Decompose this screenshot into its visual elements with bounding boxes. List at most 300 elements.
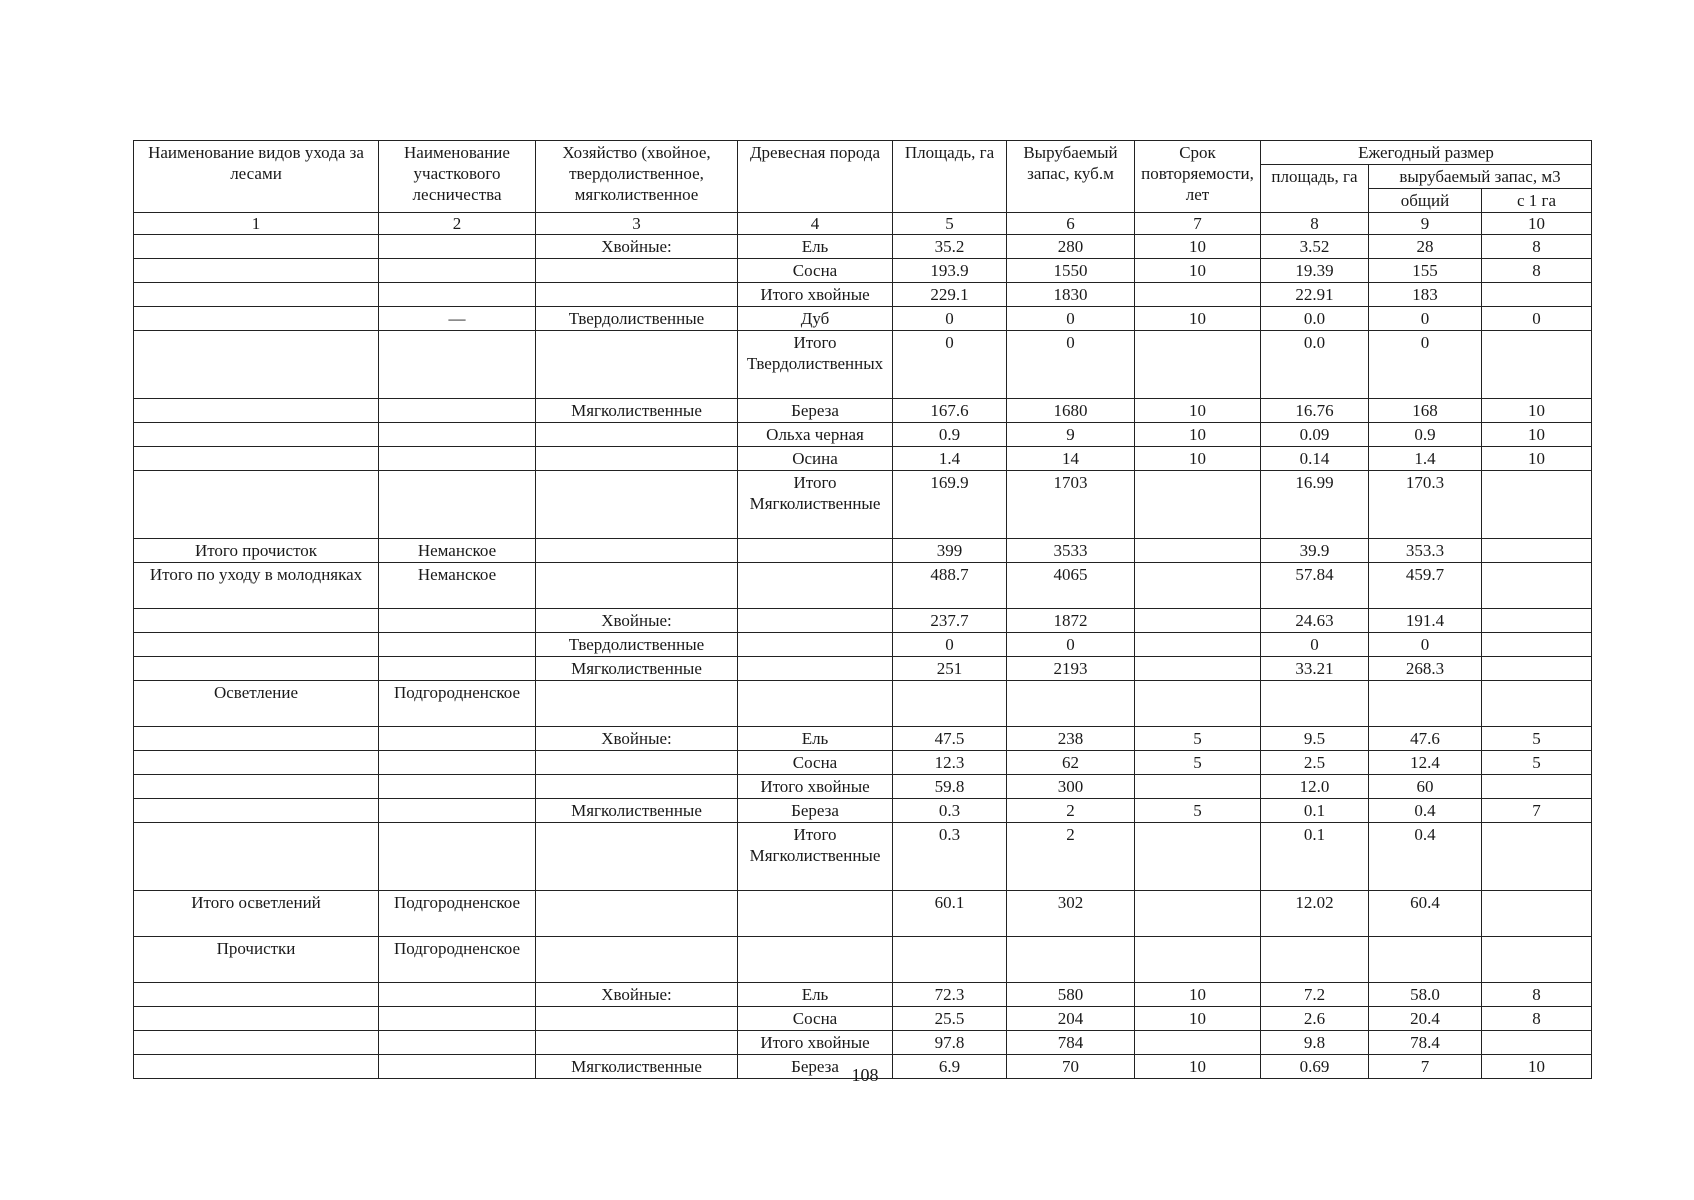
cell-annual-volume-total: 60.4 — [1369, 891, 1482, 937]
cell-felling-volume: 1680 — [1007, 399, 1135, 423]
cell-annual-volume-per-ha — [1482, 471, 1592, 539]
cell-annual-volume-total: 0.4 — [1369, 823, 1482, 891]
cell-economy: Мягколиственные — [536, 399, 738, 423]
cell-care-type — [134, 1007, 379, 1031]
cell-area: 399 — [893, 539, 1007, 563]
cell-forestry — [379, 399, 536, 423]
column-number-row — [134, 213, 1592, 235]
cell-care-type: Прочистки — [134, 937, 379, 983]
table-row — [134, 259, 1592, 283]
cell-annual-area: 12.0 — [1261, 775, 1369, 799]
cell-repeat-period: 5 — [1135, 799, 1261, 823]
cell-annual-volume-per-ha — [1482, 681, 1592, 727]
cell-forestry: Подгородненское — [379, 681, 536, 727]
cell-repeat-period: 10 — [1135, 983, 1261, 1007]
column-number: 7 — [1135, 213, 1261, 235]
cell-forestry — [379, 657, 536, 681]
cell-repeat-period — [1135, 937, 1261, 983]
cell-annual-volume-per-ha: 5 — [1482, 751, 1592, 775]
cell-forestry: Подгородненское — [379, 891, 536, 937]
cell-species — [738, 609, 893, 633]
cell-felling-volume: 280 — [1007, 235, 1135, 259]
cell-annual-volume-per-ha — [1482, 937, 1592, 983]
cell-annual-volume-total: 60 — [1369, 775, 1482, 799]
cell-annual-volume-per-ha — [1482, 823, 1592, 891]
cell-annual-volume-total: 78.4 — [1369, 1031, 1482, 1055]
cell-annual-volume-per-ha: 10 — [1482, 447, 1592, 471]
header-annual-area: площадь, га — [1261, 165, 1369, 213]
header-felling-volume: Вырубаемый запас, куб.м — [1007, 141, 1135, 213]
cell-care-type: Итого осветлений — [134, 891, 379, 937]
cell-area: 237.7 — [893, 609, 1007, 633]
cell-felling-volume: 580 — [1007, 983, 1135, 1007]
cell-care-type — [134, 751, 379, 775]
cell-area: 193.9 — [893, 259, 1007, 283]
cell-repeat-period — [1135, 471, 1261, 539]
cell-annual-volume-per-ha — [1482, 775, 1592, 799]
table-row — [134, 471, 1592, 539]
cell-repeat-period: 10 — [1135, 1007, 1261, 1031]
cell-annual-volume-per-ha — [1482, 1031, 1592, 1055]
column-number: 3 — [536, 213, 738, 235]
cell-forestry: — — [379, 307, 536, 331]
cell-species: Итого хвойные — [738, 775, 893, 799]
cell-economy — [536, 823, 738, 891]
table-row — [134, 751, 1592, 775]
cell-annual-volume-total: 47.6 — [1369, 727, 1482, 751]
cell-care-type — [134, 399, 379, 423]
table-row — [134, 633, 1592, 657]
cell-felling-volume: 2 — [1007, 823, 1135, 891]
cell-economy — [536, 775, 738, 799]
header-annual-size: Ежегодный размер — [1261, 141, 1592, 165]
cell-forestry: Подгородненское — [379, 937, 536, 983]
cell-annual-area — [1261, 681, 1369, 727]
cell-species: Итого Мягколиственные — [738, 471, 893, 539]
cell-annual-volume-total: 168 — [1369, 399, 1482, 423]
cell-forestry — [379, 259, 536, 283]
cell-felling-volume: 9 — [1007, 423, 1135, 447]
cell-area: 12.3 — [893, 751, 1007, 775]
cell-economy — [536, 283, 738, 307]
cell-annual-area: 0.0 — [1261, 331, 1369, 399]
cell-annual-volume-per-ha: 0 — [1482, 307, 1592, 331]
cell-annual-area: 2.5 — [1261, 751, 1369, 775]
cell-economy — [536, 259, 738, 283]
cell-care-type — [134, 609, 379, 633]
cell-annual-volume-total: 20.4 — [1369, 1007, 1482, 1031]
cell-area: 72.3 — [893, 983, 1007, 1007]
table-row — [134, 823, 1592, 891]
cell-annual-volume-total: 0 — [1369, 307, 1482, 331]
cell-economy: Хвойные: — [536, 727, 738, 751]
cell-felling-volume — [1007, 681, 1135, 727]
cell-felling-volume: 238 — [1007, 727, 1135, 751]
cell-repeat-period: 5 — [1135, 727, 1261, 751]
cell-forestry — [379, 1031, 536, 1055]
cell-repeat-period: 10 — [1135, 235, 1261, 259]
cell-species — [738, 633, 893, 657]
cell-annual-area: 0.1 — [1261, 823, 1369, 891]
cell-annual-volume-total: 0 — [1369, 633, 1482, 657]
cell-area: 0 — [893, 331, 1007, 399]
cell-annual-volume-per-ha: 8 — [1482, 259, 1592, 283]
cell-care-type — [134, 1031, 379, 1055]
cell-economy — [536, 891, 738, 937]
cell-felling-volume: 1872 — [1007, 609, 1135, 633]
cell-annual-volume-per-ha — [1482, 539, 1592, 563]
cell-care-type — [134, 423, 379, 447]
cell-care-type — [134, 259, 379, 283]
cell-forestry — [379, 751, 536, 775]
cell-annual-volume-total: 12.4 — [1369, 751, 1482, 775]
cell-annual-area: 0.14 — [1261, 447, 1369, 471]
cell-economy — [536, 471, 738, 539]
cell-forestry — [379, 235, 536, 259]
cell-felling-volume: 302 — [1007, 891, 1135, 937]
cell-species — [738, 563, 893, 609]
cell-species: Итого хвойные — [738, 283, 893, 307]
cell-felling-volume: 1830 — [1007, 283, 1135, 307]
cell-annual-volume-total: 0 — [1369, 331, 1482, 399]
cell-repeat-period: 10 — [1135, 447, 1261, 471]
cell-economy: Хвойные: — [536, 983, 738, 1007]
cell-felling-volume: 784 — [1007, 1031, 1135, 1055]
column-number: 5 — [893, 213, 1007, 235]
cell-annual-volume-per-ha: 8 — [1482, 1007, 1592, 1031]
cell-repeat-period: 10 — [1135, 399, 1261, 423]
cell-annual-area: 0 — [1261, 633, 1369, 657]
cell-species: Сосна — [738, 259, 893, 283]
cell-annual-volume-per-ha: 5 — [1482, 727, 1592, 751]
cell-economy — [536, 331, 738, 399]
cell-annual-volume-total: 1.4 — [1369, 447, 1482, 471]
cell-annual-volume-per-ha — [1482, 657, 1592, 681]
cell-species: Осина — [738, 447, 893, 471]
cell-economy: Твердолиственные — [536, 633, 738, 657]
cell-area: 0 — [893, 633, 1007, 657]
cell-care-type — [134, 983, 379, 1007]
cell-forestry — [379, 283, 536, 307]
cell-repeat-period — [1135, 539, 1261, 563]
cell-species: Ель — [738, 727, 893, 751]
cell-area: 0.9 — [893, 423, 1007, 447]
cell-species: Итого хвойные — [738, 1031, 893, 1055]
cell-felling-volume: 70 — [1007, 1055, 1135, 1079]
cell-care-type: Осветление — [134, 681, 379, 727]
cell-forestry: Неманское — [379, 563, 536, 609]
column-number: 10 — [1482, 213, 1592, 235]
cell-forestry — [379, 423, 536, 447]
cell-forestry: Неманское — [379, 539, 536, 563]
cell-species: Сосна — [738, 1007, 893, 1031]
cell-area: 0.3 — [893, 799, 1007, 823]
cell-repeat-period: 10 — [1135, 307, 1261, 331]
cell-species: Итого Мягколиственные — [738, 823, 893, 891]
table-row — [134, 681, 1592, 727]
cell-species: Ель — [738, 235, 893, 259]
cell-area: 229.1 — [893, 283, 1007, 307]
column-number: 9 — [1369, 213, 1482, 235]
table-row — [134, 331, 1592, 399]
cell-economy: Твердолиственные — [536, 307, 738, 331]
cell-annual-area: 0.1 — [1261, 799, 1369, 823]
table-row — [134, 423, 1592, 447]
column-number: 1 — [134, 213, 379, 235]
cell-species: Ель — [738, 983, 893, 1007]
cell-area: 60.1 — [893, 891, 1007, 937]
header-care-type: Наименование видов ухода за лесами — [134, 141, 379, 213]
column-number: 6 — [1007, 213, 1135, 235]
cell-forestry — [379, 1007, 536, 1031]
header-area: Площадь, га — [893, 141, 1007, 213]
cell-economy: Хвойные: — [536, 609, 738, 633]
cell-annual-volume-total: 353.3 — [1369, 539, 1482, 563]
cell-economy: Мягколиственные — [536, 799, 738, 823]
cell-species: Береза — [738, 1055, 893, 1079]
cell-felling-volume: 62 — [1007, 751, 1135, 775]
cell-annual-volume-per-ha: 8 — [1482, 983, 1592, 1007]
cell-annual-volume-total: 0.4 — [1369, 799, 1482, 823]
cell-felling-volume: 2193 — [1007, 657, 1135, 681]
cell-economy — [536, 563, 738, 609]
cell-felling-volume: 3533 — [1007, 539, 1135, 563]
cell-economy — [536, 937, 738, 983]
cell-repeat-period — [1135, 283, 1261, 307]
cell-felling-volume: 4065 — [1007, 563, 1135, 609]
cell-annual-area: 9.5 — [1261, 727, 1369, 751]
cell-area: 251 — [893, 657, 1007, 681]
cell-felling-volume: 0 — [1007, 331, 1135, 399]
cell-annual-volume-total: 58.0 — [1369, 983, 1482, 1007]
cell-repeat-period — [1135, 563, 1261, 609]
cell-species: Дуб — [738, 307, 893, 331]
column-number: 8 — [1261, 213, 1369, 235]
table-row — [134, 1031, 1592, 1055]
cell-annual-volume-total — [1369, 681, 1482, 727]
cell-annual-area: 24.63 — [1261, 609, 1369, 633]
cell-species — [738, 539, 893, 563]
cell-felling-volume: 300 — [1007, 775, 1135, 799]
column-number: 2 — [379, 213, 536, 235]
cell-care-type — [134, 775, 379, 799]
cell-species — [738, 891, 893, 937]
cell-forestry — [379, 727, 536, 751]
table-row — [134, 447, 1592, 471]
cell-care-type — [134, 307, 379, 331]
table-row — [134, 563, 1592, 609]
cell-repeat-period — [1135, 1031, 1261, 1055]
header-economy: Хозяйство (хвойное, твердолиственное, мягколиственное — [536, 141, 738, 213]
cell-economy — [536, 423, 738, 447]
cell-economy — [536, 539, 738, 563]
table-row — [134, 235, 1592, 259]
cell-care-type — [134, 823, 379, 891]
cell-care-type: Итого прочисток — [134, 539, 379, 563]
cell-annual-area: 33.21 — [1261, 657, 1369, 681]
cell-felling-volume: 204 — [1007, 1007, 1135, 1031]
cell-repeat-period: 10 — [1135, 1055, 1261, 1079]
cell-annual-volume-per-ha: 8 — [1482, 235, 1592, 259]
cell-annual-volume-total: 7 — [1369, 1055, 1482, 1079]
cell-area — [893, 937, 1007, 983]
cell-annual-volume-per-ha — [1482, 891, 1592, 937]
cell-forestry — [379, 471, 536, 539]
cell-species: Сосна — [738, 751, 893, 775]
cell-area: 488.7 — [893, 563, 1007, 609]
table-row — [134, 775, 1592, 799]
header-annual-volume: вырубаемый запас, м3 — [1369, 165, 1592, 189]
cell-care-type — [134, 657, 379, 681]
cell-annual-volume-per-ha: 10 — [1482, 423, 1592, 447]
cell-annual-volume-total: 155 — [1369, 259, 1482, 283]
cell-species: Итого Твердолиственных — [738, 331, 893, 399]
cell-annual-volume-total: 268.3 — [1369, 657, 1482, 681]
cell-care-type — [134, 331, 379, 399]
cell-care-type — [134, 447, 379, 471]
header-repeat-period: Срок повторяемости, лет — [1135, 141, 1261, 213]
cell-annual-volume-total — [1369, 937, 1482, 983]
cell-annual-volume-total: 28 — [1369, 235, 1482, 259]
cell-forestry — [379, 983, 536, 1007]
cell-care-type — [134, 633, 379, 657]
cell-annual-volume-per-ha: 10 — [1482, 1055, 1592, 1079]
cell-repeat-period — [1135, 657, 1261, 681]
cell-forestry — [379, 823, 536, 891]
cell-felling-volume: 0 — [1007, 307, 1135, 331]
cell-annual-volume-per-ha — [1482, 609, 1592, 633]
cell-area: 167.6 — [893, 399, 1007, 423]
cell-repeat-period — [1135, 633, 1261, 657]
table-row — [134, 657, 1592, 681]
cell-species: Береза — [738, 399, 893, 423]
cell-area: 1.4 — [893, 447, 1007, 471]
cell-repeat-period — [1135, 331, 1261, 399]
cell-felling-volume: 2 — [1007, 799, 1135, 823]
cell-area: 35.2 — [893, 235, 1007, 259]
table-row — [134, 1007, 1592, 1031]
cell-species — [738, 657, 893, 681]
cell-felling-volume: 14 — [1007, 447, 1135, 471]
cell-economy — [536, 751, 738, 775]
cell-forestry — [379, 331, 536, 399]
table-row — [134, 799, 1592, 823]
cell-felling-volume: 0 — [1007, 633, 1135, 657]
page-number: 108 — [851, 1065, 879, 1085]
cell-forestry — [379, 799, 536, 823]
cell-annual-volume-total: 170.3 — [1369, 471, 1482, 539]
header-volume-per-ha: с 1 га — [1482, 189, 1592, 213]
cell-care-type — [134, 235, 379, 259]
cell-care-type — [134, 799, 379, 823]
table-row — [134, 727, 1592, 751]
table-header — [134, 141, 1592, 235]
cell-annual-area: 16.76 — [1261, 399, 1369, 423]
cell-repeat-period — [1135, 681, 1261, 727]
header-species: Древесная порода — [738, 141, 893, 213]
cell-annual-volume-per-ha: 10 — [1482, 399, 1592, 423]
table-row — [134, 983, 1592, 1007]
cell-annual-volume-total: 459.7 — [1369, 563, 1482, 609]
cell-repeat-period — [1135, 609, 1261, 633]
cell-repeat-period — [1135, 891, 1261, 937]
cell-felling-volume — [1007, 937, 1135, 983]
cell-care-type: Итого по уходу в молодняках — [134, 563, 379, 609]
column-number: 4 — [738, 213, 893, 235]
table-row — [134, 609, 1592, 633]
cell-annual-area: 16.99 — [1261, 471, 1369, 539]
cell-species — [738, 937, 893, 983]
cell-species — [738, 681, 893, 727]
cell-forestry — [379, 609, 536, 633]
cell-economy: Хвойные: — [536, 235, 738, 259]
cell-annual-volume-per-ha — [1482, 563, 1592, 609]
table-row — [134, 399, 1592, 423]
table-row — [134, 307, 1592, 331]
cell-care-type — [134, 283, 379, 307]
cell-economy — [536, 447, 738, 471]
cell-annual-area: 3.52 — [1261, 235, 1369, 259]
cell-annual-area: 22.91 — [1261, 283, 1369, 307]
cell-felling-volume: 1550 — [1007, 259, 1135, 283]
cell-annual-area: 57.84 — [1261, 563, 1369, 609]
cell-species: Береза — [738, 799, 893, 823]
cell-repeat-period — [1135, 775, 1261, 799]
cell-forestry — [379, 633, 536, 657]
cell-care-type — [134, 727, 379, 751]
cell-economy — [536, 1007, 738, 1031]
cell-annual-volume-total: 183 — [1369, 283, 1482, 307]
forest-care-table — [133, 140, 1592, 1079]
table-row — [134, 283, 1592, 307]
cell-annual-area: 0.09 — [1261, 423, 1369, 447]
table-row — [134, 937, 1592, 983]
cell-annual-volume-per-ha — [1482, 633, 1592, 657]
cell-repeat-period: 10 — [1135, 259, 1261, 283]
cell-economy — [536, 681, 738, 727]
cell-annual-area — [1261, 937, 1369, 983]
cell-annual-area: 12.02 — [1261, 891, 1369, 937]
cell-annual-area: 2.6 — [1261, 1007, 1369, 1031]
table-row — [134, 891, 1592, 937]
cell-species: Ольха черная — [738, 423, 893, 447]
table-body — [134, 235, 1592, 1079]
cell-area — [893, 681, 1007, 727]
cell-area: 97.8 — [893, 1031, 1007, 1055]
cell-forestry — [379, 775, 536, 799]
cell-annual-area: 39.9 — [1261, 539, 1369, 563]
cell-forestry — [379, 447, 536, 471]
header-forestry: Наименование участкового лесничества — [379, 141, 536, 213]
cell-felling-volume: 1703 — [1007, 471, 1135, 539]
cell-economy: Мягколиственные — [536, 1055, 738, 1079]
cell-annual-area: 9.8 — [1261, 1031, 1369, 1055]
cell-area: 169.9 — [893, 471, 1007, 539]
cell-area: 59.8 — [893, 775, 1007, 799]
cell-annual-area: 19.39 — [1261, 259, 1369, 283]
cell-annual-volume-per-ha: 7 — [1482, 799, 1592, 823]
cell-area: 25.5 — [893, 1007, 1007, 1031]
cell-annual-volume-total: 191.4 — [1369, 609, 1482, 633]
cell-area: 0.3 — [893, 823, 1007, 891]
cell-repeat-period: 5 — [1135, 751, 1261, 775]
table-row — [134, 539, 1592, 563]
cell-economy — [536, 1031, 738, 1055]
cell-annual-volume-total: 0.9 — [1369, 423, 1482, 447]
cell-annual-volume-per-ha — [1482, 283, 1592, 307]
cell-annual-area: 7.2 — [1261, 983, 1369, 1007]
cell-care-type — [134, 471, 379, 539]
